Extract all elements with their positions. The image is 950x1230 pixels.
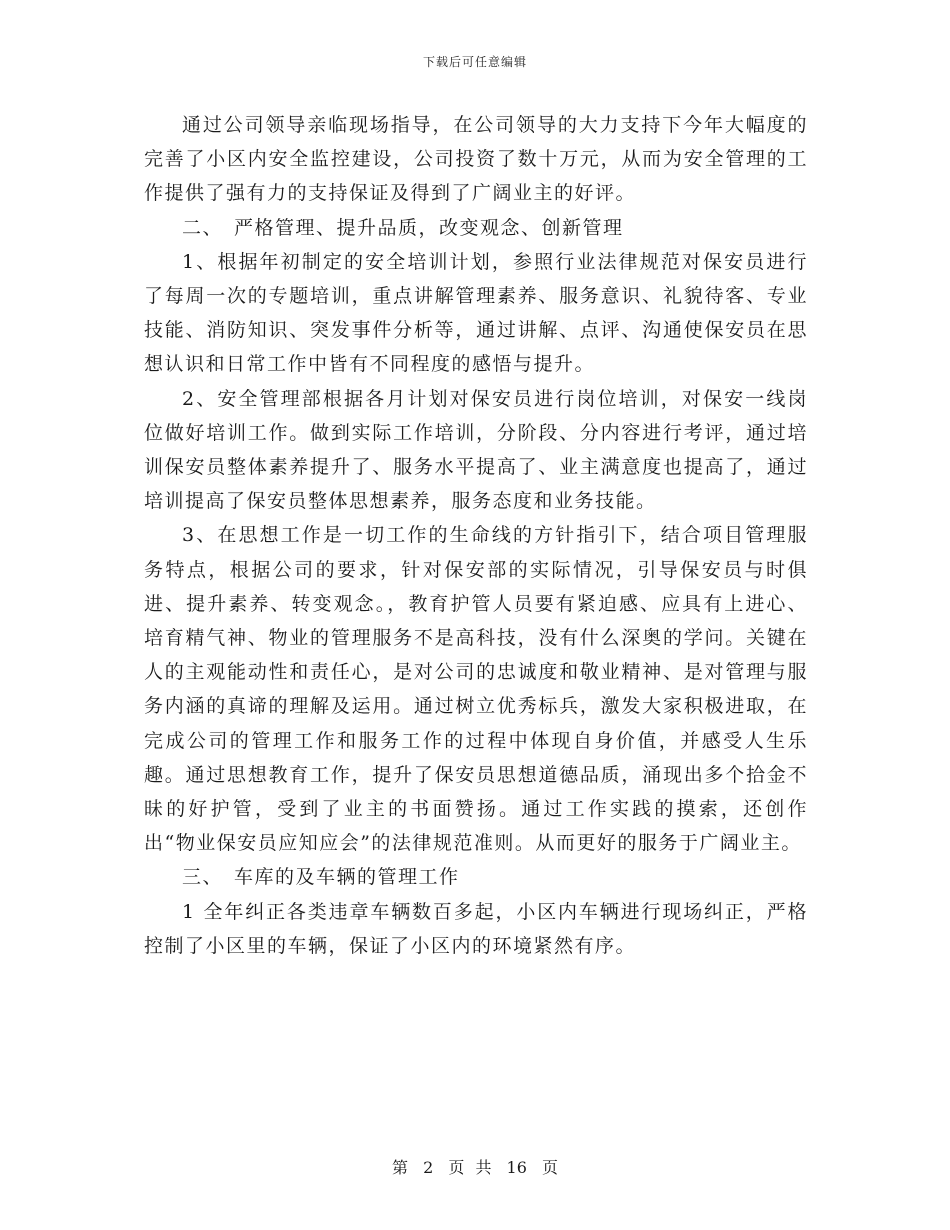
- footer-suffix: 页: [542, 1158, 559, 1177]
- paragraph-1: 通过公司领导亲临现场指导，在公司领导的大力支持下今年大幅度的完善了小区内安全监控建设，公司投资了数十万元，从而为安全管理的工作提供了强有力的支持保证及得到了广阔业主的好评。: [144, 114, 808, 205]
- page-header: 下载后可任意编辑: [422, 55, 527, 69]
- document-body: [144, 108, 808, 963]
- paragraph-item-garage-1: 1 全年纠正各类违章车辆数百多起，小区内车辆进行现场纠正，严格控制了小区里的车辆，保证了小区内的环境紧然有序。: [144, 900, 808, 957]
- footer-total-pages: 16: [506, 1158, 527, 1177]
- footer-middle: 页 共: [448, 1158, 492, 1177]
- section-heading-3: 三、 车库的及车辆的管理工作: [182, 866, 460, 889]
- paragraph-item-2: 2、安全管理部根据各月计划对保安员进行岗位培训，对保安一线岗位做好培训工作。做到实际工作培训，分阶段、分内容进行考评，通过培训保安员整体素养提升了、服务水平提高了、业主满意度也提高了，通过培训提高了保安员整体思想素养，服务态度和业务技能。: [144, 387, 808, 513]
- page-footer: [0, 1155, 950, 1178]
- paragraph-item-3: 3、在思想工作是一切工作的生命线的方针指引下，结合项目管理服务特点，根据公司的要求，针对保安部的实际情况，引导保安员与时俱进、提升素养、转变观念。，教育护管人员要有紧迫感、应具有上进心、培育精气神、物业的管理服务不是高科技，没有什么深奥的学问。关键在人的主观能动性和责任心，是对公司的忠诚度和敬业精神、是对管理与服务内涵的真谛的理解及运用。通过树立优秀标兵，激发大家积极进取，在完成公司的管理工作和服务工作的过程中体现自身价值，并感受人生乐趣。通过思想教育工作，提升了保安员思想道德品质，涌现出多个拾金不昧的好护管，受到了业主的书面赞扬。通过工作实践的摸索，还创作出“物业保安员应知应会”的法律规范准则。从而更好的服务于广阔业主。: [144, 524, 808, 855]
- paragraph-item-1: 1、根据年初制定的安全培训计划，参照行业法律规范对保安员进行了每周一次的专题培训，重点讲解管理素养、服务意识、礼貌待客、专业技能、消防知识、突发事件分析等，通过讲解、点评、沟通使保安员在思想认识和日常工作中皆有不同程度的感悟与提升。: [144, 250, 808, 376]
- footer-prefix: 第: [391, 1158, 408, 1177]
- footer-page-number: 2: [423, 1158, 434, 1177]
- section-heading-2: 二、 严格管理、提升品质，改变观念、创新管理: [182, 216, 624, 239]
